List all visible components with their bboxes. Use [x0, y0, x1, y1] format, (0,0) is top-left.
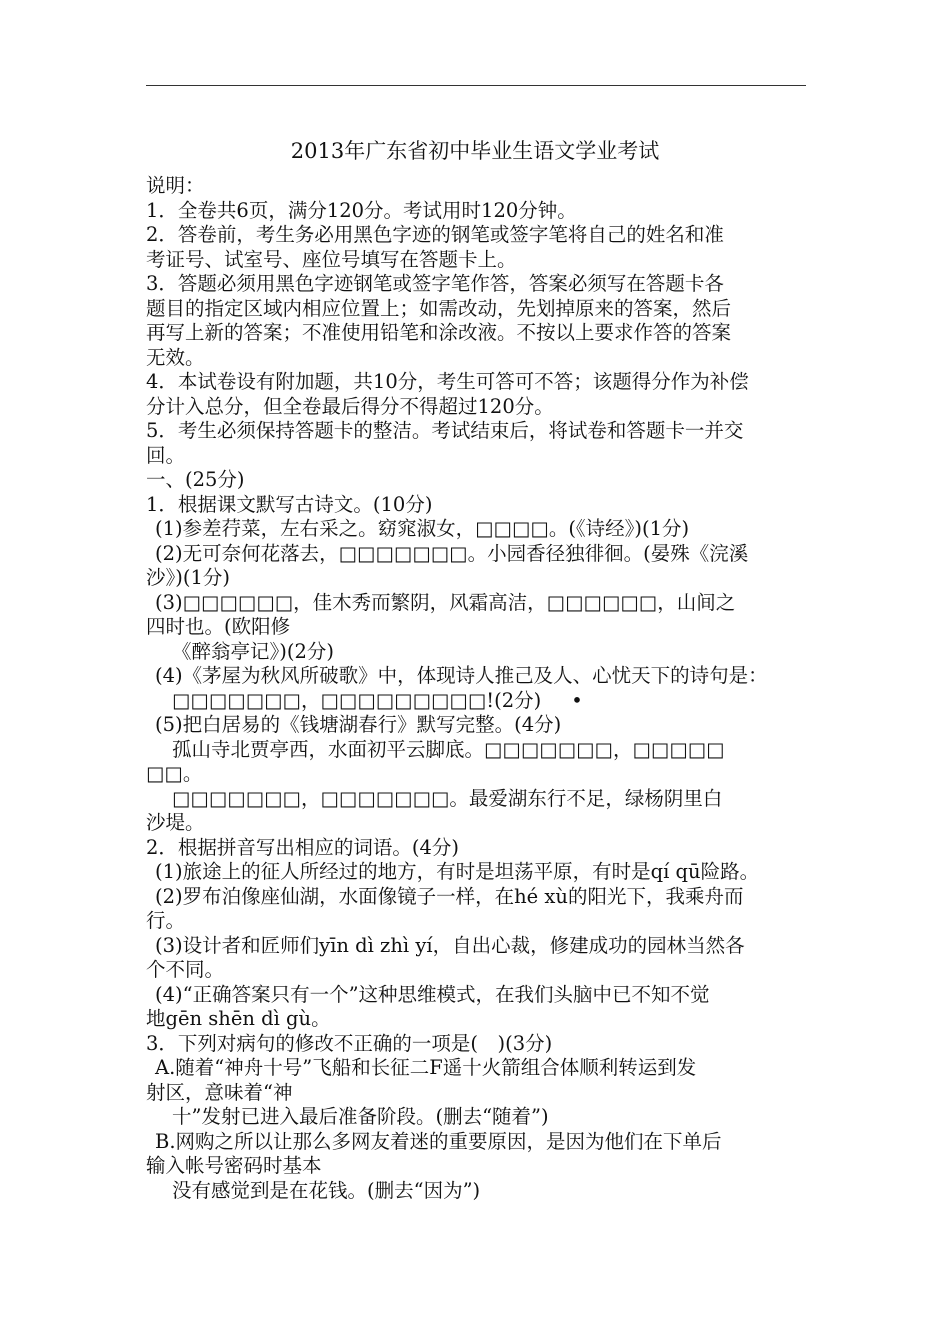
- question-1-item-2: (2)无可奈何花落去，□□□□□□□。小园香径独徘徊。(晏殊《浣溪: [155, 541, 749, 565]
- header-rule: [146, 85, 806, 86]
- instruction-4-cont: 分计入总分，但全卷最后得分不得超过120分。: [146, 394, 554, 418]
- instruction-4: 4．本试卷设有附加题，共10分，考生可答可不答；该题得分作为补偿: [146, 370, 749, 393]
- question-2-item-2: (2)罗布泊像座仙湖，水面像镜子一样，在hé xù的阳光下，我乘舟而: [155, 884, 744, 908]
- question-1-item-3-cont: 《醉翁亭记》)(2分): [172, 639, 334, 663]
- question-1: 1．根据课文默写古诗文。(10分): [146, 492, 433, 516]
- question-3-option-a: A.随着“神舟十号”飞船和长征二F遥十火箭组合体顺利转运到发: [155, 1056, 697, 1079]
- instruction-3-cont: 再写上新的答案；不准使用铅笔和涂改液。不按以上要求作答的答案: [146, 321, 732, 344]
- question-3: 3．下列对病句的修改不正确的一项是( )(3分): [146, 1031, 553, 1055]
- instruction-5: 5．考生必须保持答题卡的整洁。考试结束后，将试卷和答题卡一并交: [146, 419, 744, 442]
- question-2-item-4: (4)“正确答案只有一个”这种思维模式，在我们头脑中已不知不觉: [155, 982, 710, 1006]
- question-2-item-3: (3)设计者和匠师们yīn dì zhì yí，自出心裁，修建成功的园林当然各: [155, 933, 745, 957]
- instruction-2: 2．答卷前，考生务必用黑色字迹的钢笔或签字笔将自己的姓名和准: [146, 223, 724, 246]
- page-title: 2013年广东省初中毕业生语文学业考试: [290, 139, 660, 163]
- question-2-item-2-cont: 行。: [146, 909, 186, 932]
- question-1-item-4: (4)《茅屋为秋风所破歌》中，体现诗人推己及人、心忧天下的诗句是：: [155, 664, 768, 687]
- question-1-item-5-line-1: 孤山寺北贾亭西，水面初平云脚底。□□□□□□□，□□□□□: [172, 737, 725, 761]
- exam-body: [146, 174, 816, 1203]
- question-3-option-b-cont: 没有感觉到是在花钱。(删去“因为”): [172, 1178, 481, 1202]
- question-1-item-5: (5)把白居易的《钱塘湖春行》默写完整。(4分): [155, 713, 562, 736]
- instruction-5-cont: 回。: [146, 443, 186, 467]
- question-2-item-3-cont: 个不同。: [146, 958, 225, 981]
- instruction-1: 1．全卷共6页，满分120分。考试用时120分钟。: [146, 198, 577, 222]
- question-3-option-b: B.网购之所以让那么多网友着迷的重要原因，是因为他们在下单后: [155, 1129, 722, 1153]
- question-1-item-3-cont: 四时也。(欧阳修: [146, 615, 291, 638]
- question-2-item-4-cont: 地gēn shēn dì gù。: [146, 1007, 331, 1030]
- instructions-heading: 说明：: [146, 174, 205, 197]
- bullet-mark: •: [571, 688, 583, 712]
- section-heading: 一、(25分): [146, 468, 245, 491]
- question-1-item-5-line-1-cont: □□。: [146, 762, 203, 785]
- question-1-item-4-answer: [146, 689, 816, 714]
- question-1-item-1: (1)参差荇菜，左右采之。窈窕淑女，□□□□。(《诗经》)(1分): [155, 517, 690, 540]
- instruction-3-cont: 题目的指定区域内相应位置上；如需改动，先划掉原来的答案，然后: [146, 296, 732, 320]
- question-1-item-5-line-2: □□□□□□□，□□□□□□□。最爱湖东行不足，绿杨阴里白: [172, 786, 723, 810]
- question-1-item-5-line-2-cont: 沙堤。: [146, 811, 205, 834]
- question-1-item-3: (3)□□□□□□，佳木秀而繁阴，风霜高洁，□□□□□□，山间之: [155, 590, 736, 614]
- question-2-item-1: (1)旅途上的征人所经过的地方，有时是坦荡平原，有时是qí qū险路。: [155, 860, 760, 883]
- question-1-item-2-cont: 沙》)(1分): [146, 566, 230, 589]
- instruction-3-cont: 无效。: [146, 345, 205, 369]
- instruction-3: 3．答题必须用黑色字迹钢笔或签字笔作答，答案必须写在答题卡各: [146, 272, 724, 295]
- question-3-option-a-cont: 十”发射已进入最后准备阶段。(删去“随着”): [172, 1105, 549, 1128]
- question-2: 2．根据拼音写出相应的词语。(4分): [146, 835, 460, 859]
- question-3-option-b-cont: 输入帐号密码时基本: [146, 1154, 322, 1177]
- answer-blanks: □□□□□□□，□□□□□□□□□!(2分): [172, 688, 542, 712]
- question-3-option-a-cont: 射区，意味着“神: [146, 1080, 293, 1104]
- instruction-2-cont: 考证号、试室号、座位号填写在答题卡上。: [146, 247, 517, 271]
